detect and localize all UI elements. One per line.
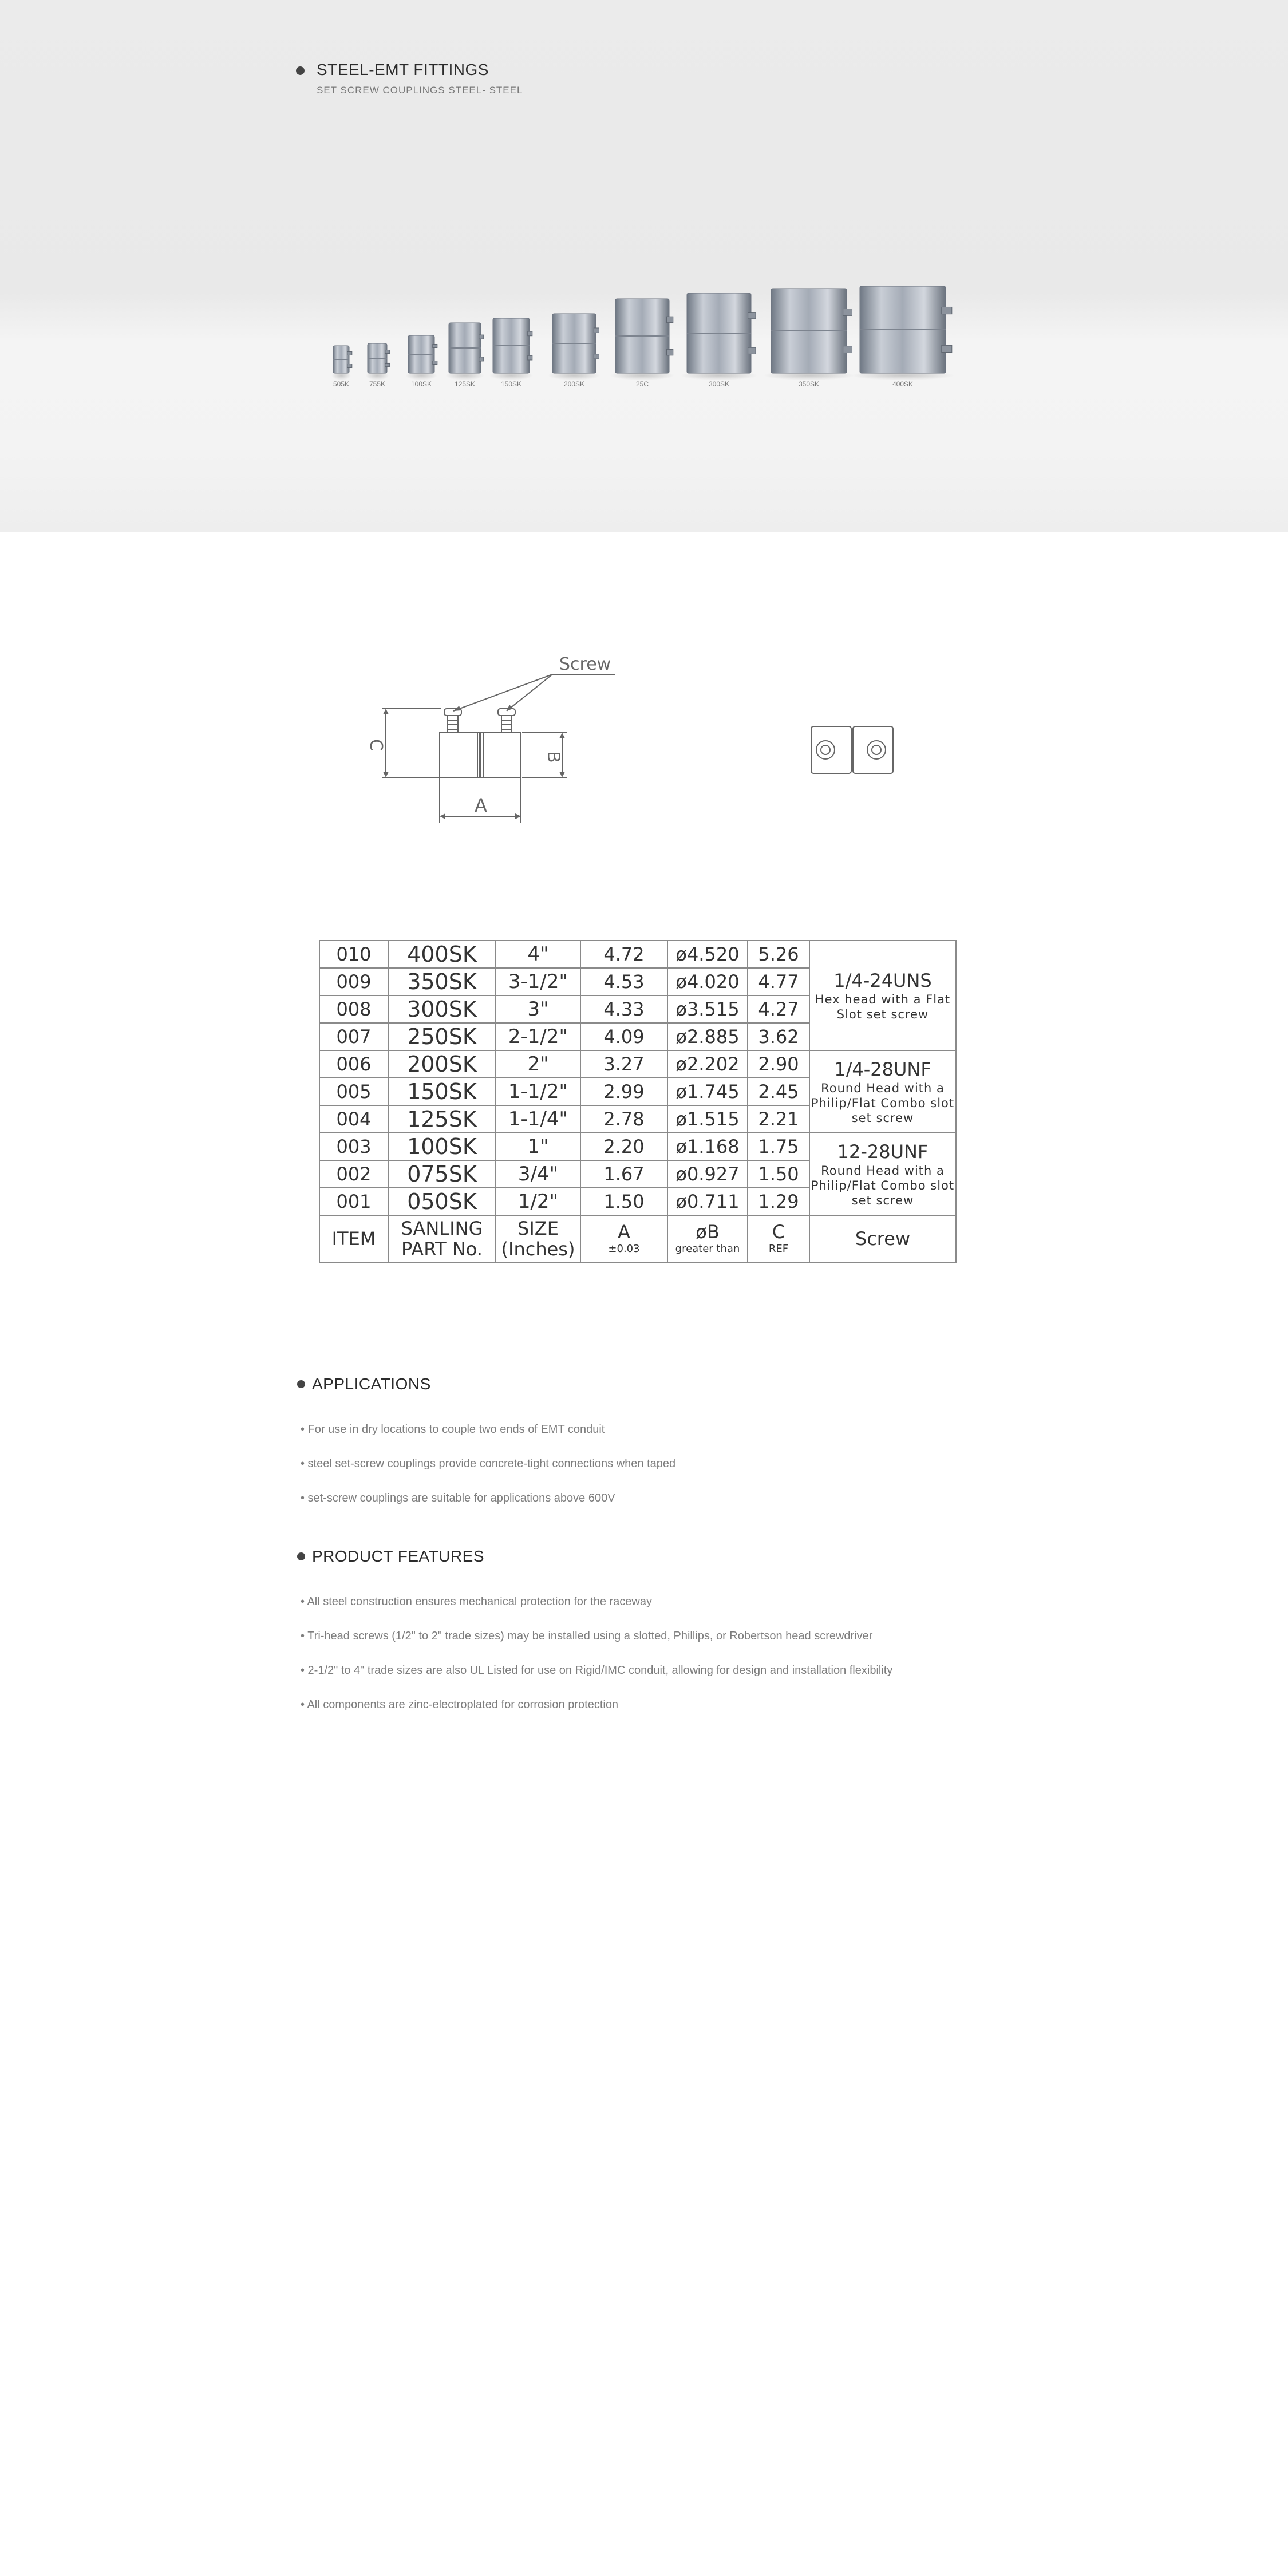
set-screw <box>528 331 532 336</box>
spec-table <box>319 940 957 1263</box>
cell-part: 150SK <box>388 1078 496 1105</box>
cell-b: ø3.515 <box>667 995 748 1023</box>
set-screw <box>385 363 390 366</box>
set-screw <box>843 309 852 316</box>
product-label: 100SK <box>410 380 432 388</box>
cell-c: 4.77 <box>748 968 809 995</box>
feature-item: • All components are zinc-electroplated for corrosion protection <box>301 1698 619 1711</box>
cell-part: 200SK <box>388 1050 496 1078</box>
cell-size: 3" <box>496 995 580 1023</box>
screw-description: Round Head with a Philip/Flat Combo slot set screw <box>811 1081 955 1125</box>
applications-bullet <box>297 1380 305 1388</box>
coupling-body-right <box>481 733 521 777</box>
top-view-left <box>811 726 851 773</box>
product-label: 300SK <box>708 380 730 388</box>
cell-c: 1.50 <box>748 1160 809 1188</box>
feature-item: • All steel construction ensures mechanical protection for the raceway <box>301 1595 652 1608</box>
cell-size: 1-1/4" <box>496 1105 580 1133</box>
product-label: 400SK <box>892 380 914 388</box>
cell-item: 005 <box>319 1078 388 1105</box>
cell-item: 003 <box>319 1133 388 1160</box>
cell-part: 125SK <box>388 1105 496 1133</box>
cell-c: 1.75 <box>748 1133 809 1160</box>
set-screw <box>433 361 437 365</box>
features-title: PRODUCT FEATURES <box>312 1547 484 1565</box>
product-label: 755K <box>369 380 386 388</box>
cell-part: 300SK <box>388 995 496 1023</box>
header-b-main: øB <box>696 1221 720 1243</box>
cell-size: 1" <box>496 1133 580 1160</box>
cell-a: 2.78 <box>580 1105 667 1133</box>
set-screw <box>748 347 756 354</box>
screw-thread: 1/4-28UNF <box>834 1058 931 1080</box>
cell-a: 1.67 <box>580 1160 667 1188</box>
product-label: 200SK <box>563 380 585 388</box>
header-part-2: PART No. <box>401 1238 483 1260</box>
page-title: STEEL-EMT FITTINGS <box>317 61 489 78</box>
cell-part: 075SK <box>388 1160 496 1188</box>
cell-size: 4" <box>496 941 580 968</box>
cell-b: ø0.927 <box>667 1160 748 1188</box>
dim-a-label: A <box>475 795 487 816</box>
coupling-product <box>610 299 675 380</box>
header-part-1: SANLING <box>401 1218 483 1239</box>
coupling-product <box>489 318 534 380</box>
application-item: • set-screw couplings are suitable for applications above 600V <box>301 1492 615 1504</box>
header-cell <box>388 1215 496 1262</box>
cell-c: 1.29 <box>748 1188 809 1215</box>
coupling-product <box>851 286 954 380</box>
cell-b: ø2.885 <box>667 1023 748 1050</box>
cell-c: 3.62 <box>748 1023 809 1050</box>
cell-a: 4.33 <box>580 995 667 1023</box>
coupling-product <box>548 314 600 380</box>
header-a-main: A <box>618 1221 630 1243</box>
set-screw <box>528 355 532 360</box>
cell-size: 2-1/2" <box>496 1023 580 1050</box>
cell-a: 4.53 <box>580 968 667 995</box>
product-label: 150SK <box>500 380 522 388</box>
set-screw <box>347 351 352 355</box>
product-label: 505K <box>333 380 350 388</box>
table-row <box>319 1050 956 1078</box>
set-screw <box>666 349 673 355</box>
coupling-body-left <box>440 733 480 777</box>
header-b-sub: greater than <box>675 1243 740 1255</box>
cell-item: 001 <box>319 1188 388 1215</box>
cell-b: ø4.020 <box>667 968 748 995</box>
cell-size: 3-1/2" <box>496 968 580 995</box>
screw-description: Round Head with a Philip/Flat Combo slot set screw <box>811 1164 955 1207</box>
cell-part: 250SK <box>388 1023 496 1050</box>
set-screw <box>479 335 484 339</box>
cell-size: 1-1/2" <box>496 1078 580 1105</box>
cell-part: 100SK <box>388 1133 496 1160</box>
header-cell <box>748 1215 809 1262</box>
screw-head-right <box>498 709 515 716</box>
set-screw <box>748 313 756 319</box>
page-subtitle: SET SCREW COUPLINGS STEEL- STEEL <box>317 85 523 96</box>
set-screw <box>594 328 599 333</box>
set-screw <box>479 357 484 361</box>
cell-a: 2.20 <box>580 1133 667 1160</box>
header-cell <box>496 1215 580 1262</box>
header-screw: Screw <box>855 1228 911 1250</box>
cell-part: 050SK <box>388 1188 496 1215</box>
cell-screw-group <box>809 941 956 1050</box>
cell-b: ø4.520 <box>667 941 748 968</box>
coupling-product <box>681 293 757 380</box>
cell-a: 4.72 <box>580 941 667 968</box>
product-label: 25C <box>635 380 649 388</box>
screw-thread: 12-28UNF <box>837 1141 929 1163</box>
cell-part: 400SK <box>388 941 496 968</box>
product-lineup <box>0 0 1288 532</box>
set-screw <box>666 317 673 322</box>
product-label: 350SK <box>798 380 820 388</box>
cell-a: 1.50 <box>580 1188 667 1215</box>
cell-c: 2.90 <box>748 1050 809 1078</box>
table-header-row <box>319 1215 956 1262</box>
cell-a: 3.27 <box>580 1050 667 1078</box>
cell-b: ø1.745 <box>667 1078 748 1105</box>
application-item: • steel set-screw couplings provide concrete-tight connections when taped <box>301 1457 676 1470</box>
hero-banner <box>0 0 1288 532</box>
cell-size: 2" <box>496 1050 580 1078</box>
coupling-product <box>331 346 352 380</box>
set-screw <box>942 307 952 314</box>
header-a-sub: ±0.03 <box>608 1243 640 1255</box>
dim-b-label: B <box>543 751 563 763</box>
cell-screw-group <box>809 1133 956 1215</box>
coupling-product <box>366 343 390 380</box>
header-size-1: SIZE <box>517 1218 559 1239</box>
cell-a: 2.99 <box>580 1078 667 1105</box>
feature-item: • 2-1/2" to 4" trade sizes are also UL Listed for use on Rigid/IMC conduit, allowing for design and installation flexibility <box>301 1664 893 1677</box>
cell-c: 4.27 <box>748 995 809 1023</box>
cell-item: 010 <box>319 941 388 968</box>
header-size-2: (Inches) <box>501 1238 575 1260</box>
cell-item: 002 <box>319 1160 388 1188</box>
dim-c-label: C <box>366 739 386 751</box>
dimension-diagram <box>355 641 939 836</box>
header-item: ITEM <box>331 1228 376 1250</box>
cell-item: 009 <box>319 968 388 995</box>
set-screw <box>594 354 599 359</box>
top-view-right <box>853 726 893 773</box>
table-row <box>319 1133 956 1160</box>
cell-c: 2.45 <box>748 1078 809 1105</box>
header-c-sub: REF <box>768 1243 789 1255</box>
set-screw <box>843 346 852 353</box>
cell-b: ø1.168 <box>667 1133 748 1160</box>
cell-item: 004 <box>319 1105 388 1133</box>
header-cell <box>667 1215 748 1262</box>
screw-label: Screw <box>559 654 611 674</box>
cell-c: 5.26 <box>748 941 809 968</box>
cell-b: ø1.515 <box>667 1105 748 1133</box>
table-row <box>319 941 956 968</box>
coupling-product <box>764 289 854 380</box>
set-screw <box>942 345 952 352</box>
applications-title: APPLICATIONS <box>312 1375 431 1393</box>
cell-b: ø2.202 <box>667 1050 748 1078</box>
screw-description: Hex head with a Flat Slot set screw <box>815 993 951 1021</box>
cell-screw-group <box>809 1050 956 1133</box>
set-screw <box>433 344 437 347</box>
header-cell <box>580 1215 667 1262</box>
cell-item: 008 <box>319 995 388 1023</box>
cell-a: 4.09 <box>580 1023 667 1050</box>
cell-b: ø0.711 <box>667 1188 748 1215</box>
cell-item: 007 <box>319 1023 388 1050</box>
coupling-product <box>405 335 437 380</box>
cell-size: 1/2" <box>496 1188 580 1215</box>
cell-item: 006 <box>319 1050 388 1078</box>
features-bullet <box>297 1552 305 1560</box>
application-item: • For use in dry locations to couple two ends of EMT conduit <box>301 1423 605 1436</box>
set-screw <box>385 350 390 354</box>
coupling-product <box>445 323 484 380</box>
header-cell <box>319 1215 388 1262</box>
header-c-main: C <box>772 1221 785 1243</box>
feature-item: • Tri-head screws (1/2" to 2" trade sizes) may be installed using a slotted, Phillips, or Robertson head screwdriver <box>301 1630 873 1642</box>
product-label: 125SK <box>454 380 476 388</box>
screw-thread: 1/4-24UNS <box>833 970 932 991</box>
cell-c: 2.21 <box>748 1105 809 1133</box>
set-screw <box>347 364 352 368</box>
cell-part: 350SK <box>388 968 496 995</box>
cell-size: 3/4" <box>496 1160 580 1188</box>
header-cell <box>809 1215 956 1262</box>
